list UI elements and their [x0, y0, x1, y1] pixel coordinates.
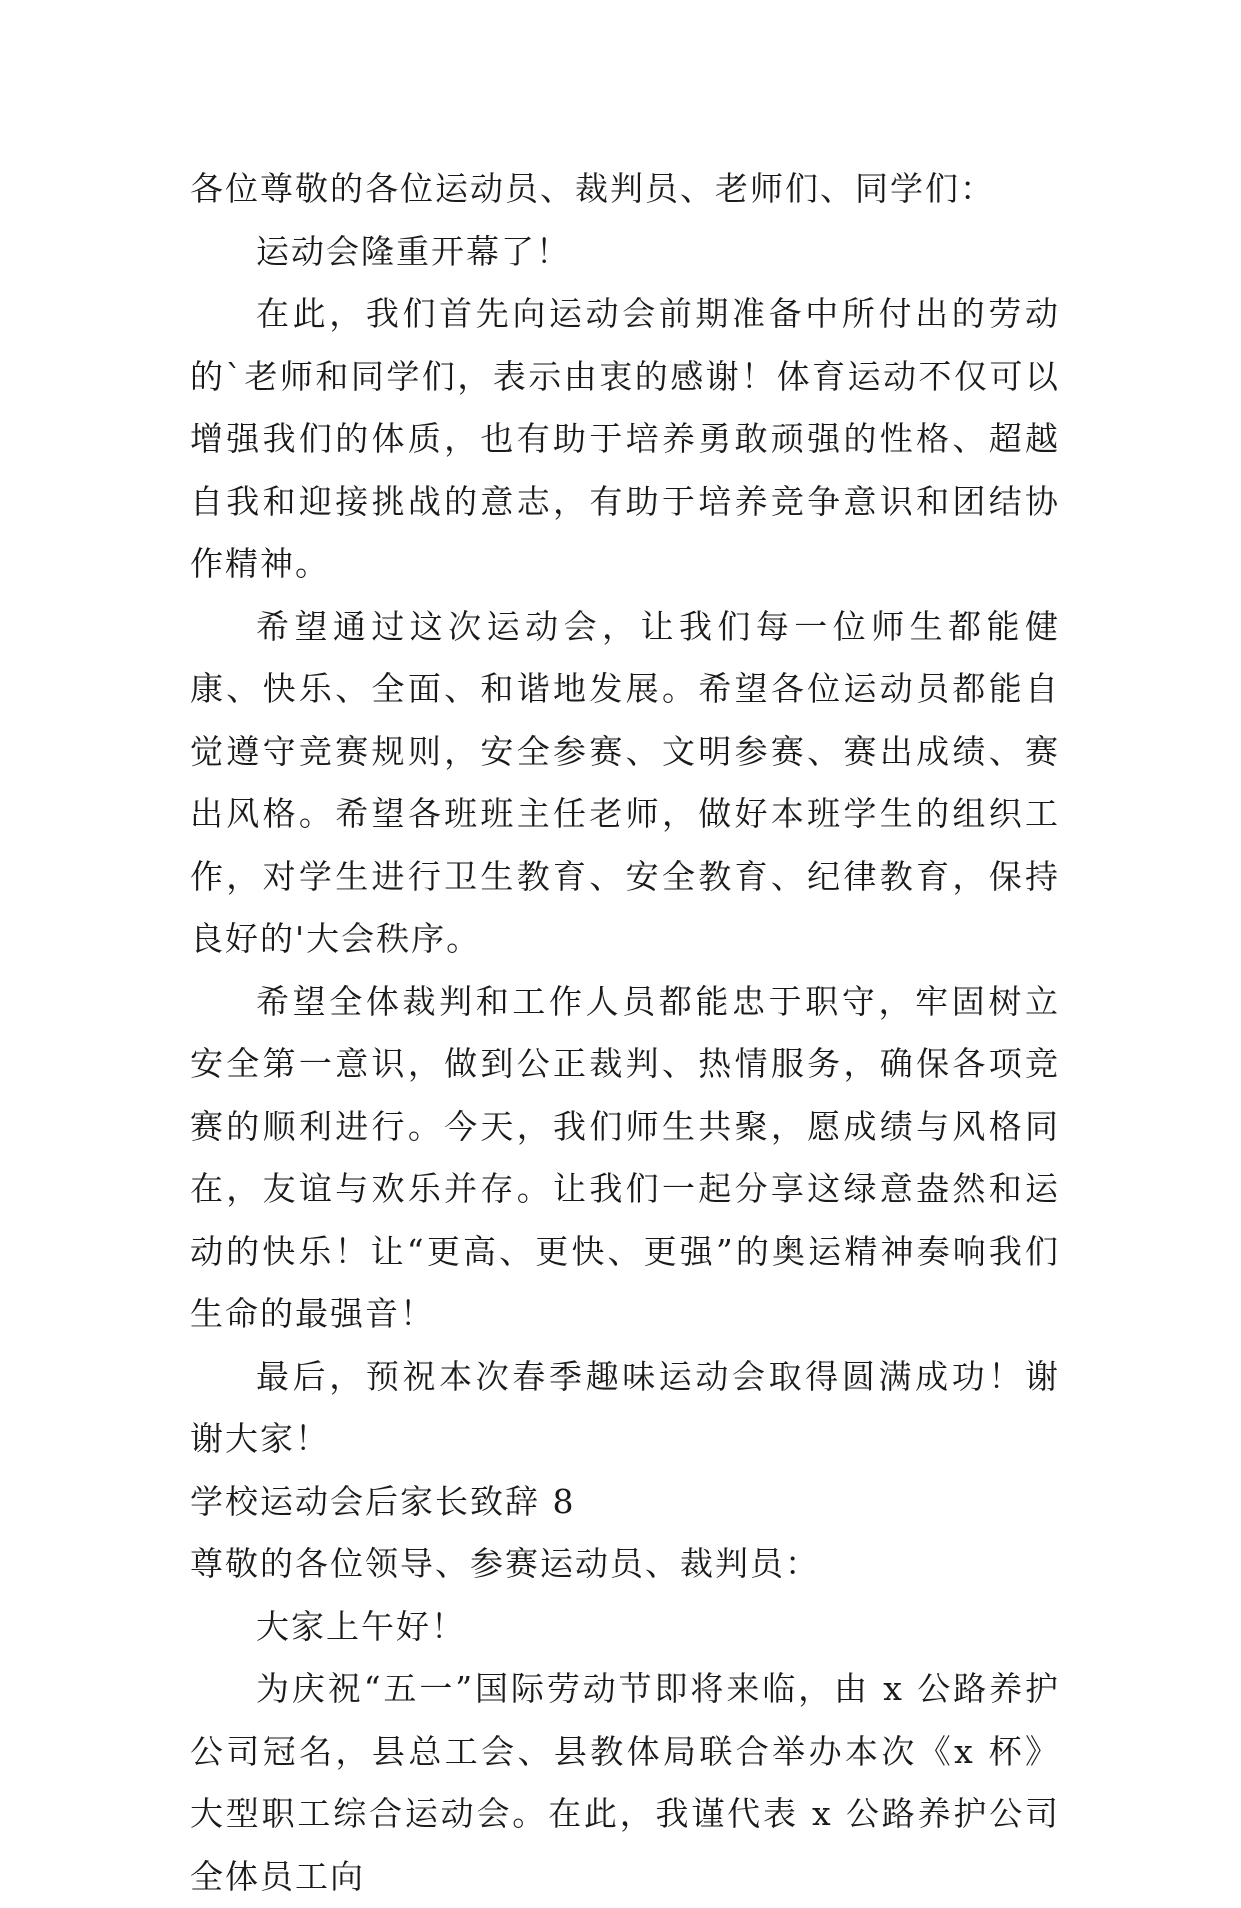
salutation: 各位尊敬的各位运动员、裁判员、老师们、同学们： — [190, 169, 995, 208]
paragraph: 最后，预祝本次春季趣味运动会取得圆满成功！谢谢大家！ — [190, 1356, 1060, 1458]
paragraph: 运动会隆重开幕了！ — [256, 231, 571, 271]
paragraph: 希望通过这次运动会，让我们每一位师生都能健康、快乐、全面、和谐地发展。希望各位运动员都能自觉遵守竞赛规则，安全参赛、文明参赛、赛出成绩、赛出风格。希望各班班主任老师，做好本班学生的组织工作，对学生进行卫生教育、安全教育、纪律教育，保持良好的'大会秩序。 — [190, 606, 1060, 958]
document-body — [190, 158, 1060, 1908]
paragraph: 为庆祝“五一”国际劳动节即将来临，由 x 公路养护公司冠名，县总工会、县教体局联合举办本次《x 杯》大型职工综合运动会。在此，我谨代表 x 公路养护公司全体员工向 — [190, 1669, 1060, 1896]
paragraph: 在此，我们首先向运动会前期准备中所付出的劳动的`老师和同学们，表示由衷的感谢！体育运动不仅可以增强我们的体质，也有助于培养勇敢顽强的性格、超越自我和迎接挑战的意志，有助于培养竞争意识和团结协作精神。 — [190, 294, 1060, 583]
section-title: 学校运动会后家长致辞 8 — [190, 1481, 576, 1521]
paragraph: 大家上午好！ — [256, 1606, 466, 1646]
salutation: 尊敬的各位领导、参赛运动员、裁判员： — [190, 1544, 820, 1583]
paragraph: 希望全体裁判和工作人员都能忠于职守，牢固树立安全第一意识，做到公正裁判、热情服务，确保各项竞赛的顺利进行。今天，我们师生共聚，愿成绩与风格同在，友谊与欢乐并存。让我们一起分享这绿意盎然和运动的快乐！让“更高、更快、更强”的奥运精神奏响我们生命的最强音！ — [190, 981, 1060, 1333]
